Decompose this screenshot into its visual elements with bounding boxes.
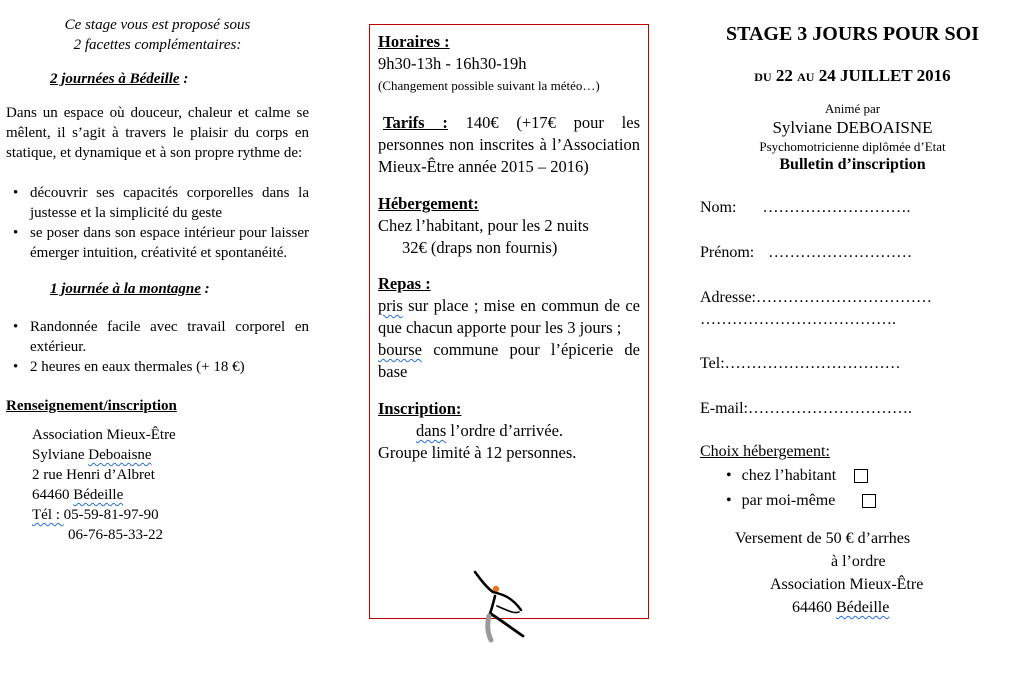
versement-line-2: à l’ordre bbox=[831, 553, 886, 570]
dates-start: 22 bbox=[771, 66, 798, 85]
contact-tel-label: Tél : bbox=[32, 507, 64, 523]
contact-street: 2 rue Henri d’Albret bbox=[32, 467, 155, 483]
section2-title: 1 journée à la montagne bbox=[50, 281, 201, 297]
middle-panel bbox=[369, 24, 649, 619]
contact-first-name: Sylviane bbox=[32, 447, 89, 463]
choix-options bbox=[726, 463, 1005, 513]
horaires-text: 9h30-13h - 16h30-19h bbox=[378, 54, 527, 73]
contact-phone-2: 06-76-85-33-22 bbox=[68, 527, 163, 543]
field-nom bbox=[700, 197, 1005, 219]
inscription-title: Inscription: bbox=[378, 399, 462, 418]
right-panel bbox=[700, 0, 1005, 619]
versement-line-4 bbox=[700, 596, 1005, 619]
contact-city bbox=[32, 485, 309, 505]
option-habitant bbox=[726, 463, 1005, 488]
inscription-word-dans: dans bbox=[416, 421, 447, 440]
versement-line-1: Versement de 50 € d’arrhes bbox=[735, 530, 911, 547]
section1-text: Dans un espace où douceur, chaleur et calme se mêlent, il s’agit à travers le plaisir du corps en statique, et dynamique et à son propre rythme de: bbox=[6, 105, 309, 161]
prenom-label: Prénom: bbox=[700, 244, 755, 261]
repas-line-1-text: sur place ; mise en commun de ce que chacun apporte pour les 3 jours ; bbox=[378, 296, 640, 337]
section1-heading bbox=[50, 69, 309, 89]
list-item: • se poser dans son espace intérieur pour laisser émerger intuition, créativité et spontanéité. bbox=[30, 223, 309, 263]
stage-title: STAGE 3 JOURS POUR SOI bbox=[725, 23, 979, 45]
repas-word-pris: pris bbox=[378, 296, 403, 315]
hebergement-line-2: 32€ (draps non fournis) bbox=[402, 238, 558, 257]
left-panel bbox=[6, 0, 309, 545]
contact-last-name: Deboaisne bbox=[88, 447, 152, 463]
anime-par: Animé par bbox=[824, 101, 881, 116]
list-item: • 2 heures en eaux thermales (+ 18 €) bbox=[30, 357, 309, 377]
repas-title: Repas : bbox=[378, 274, 431, 293]
option-habitant-checkbox[interactable] bbox=[854, 469, 868, 483]
contact-tel-1: 05-59-81-97-90 bbox=[63, 507, 159, 523]
intro-line-1: Ce stage vous est proposé sous bbox=[64, 17, 251, 33]
contact-org: Association Mieux-Être bbox=[32, 427, 176, 443]
option-moi-meme-checkbox[interactable] bbox=[862, 494, 876, 508]
animator-role: Psychomotricienne diplômée d’Etat bbox=[759, 139, 946, 154]
contact-address bbox=[32, 425, 309, 545]
versement-city: Bédeille bbox=[836, 599, 890, 616]
contact-postcode: 64460 bbox=[32, 487, 74, 503]
dates-au: AU bbox=[797, 70, 815, 84]
form-title: Bulletin d’inscription bbox=[779, 156, 926, 173]
prenom-dots[interactable]: ……………………… bbox=[768, 244, 913, 261]
intro-line-2: 2 facettes complémentaires: bbox=[73, 37, 242, 53]
section2-bullet-list bbox=[6, 317, 309, 377]
section2-colon: : bbox=[200, 281, 210, 297]
field-tel bbox=[700, 353, 1005, 375]
option-moi-meme-label: par moi-même bbox=[741, 492, 836, 509]
option-habitant-label: chez l’habitant bbox=[741, 467, 837, 484]
section2-heading bbox=[50, 279, 309, 299]
option-moi-meme bbox=[726, 488, 1005, 513]
email-dots[interactable]: …………………………. bbox=[747, 400, 912, 417]
versement-block bbox=[700, 527, 1005, 619]
contact-phone-1 bbox=[32, 505, 309, 525]
adresse-label: Adresse: bbox=[700, 289, 756, 306]
repas-line-1 bbox=[378, 295, 640, 339]
choix-title: Choix hébergement: bbox=[700, 443, 830, 460]
hebergement-line-1: Chez l’habitant, pour les 2 nuits bbox=[378, 216, 589, 235]
hebergement-title: Hébergement: bbox=[378, 194, 479, 213]
nom-label: Nom: bbox=[700, 199, 737, 216]
dates-end: 24 JUILLET 2016 bbox=[814, 66, 951, 85]
repas-line-2-text: commune pour l’épicerie de base bbox=[378, 340, 640, 381]
repas-line-2 bbox=[378, 339, 640, 383]
horaires-title: Horaires : bbox=[378, 32, 450, 51]
section1-colon: : bbox=[179, 71, 189, 87]
field-adresse bbox=[700, 287, 1005, 309]
dancer-figure-icon bbox=[467, 570, 527, 644]
adresse-dots-2[interactable]: ………………………………. bbox=[700, 311, 896, 328]
list-item: • découvrir ses capacités corporelles dans la justesse et la simplicité du geste bbox=[30, 183, 309, 223]
inscription-line-2: Groupe limité à 12 personnes. bbox=[378, 443, 577, 462]
tel-label: Tel: bbox=[700, 355, 725, 372]
field-email bbox=[700, 398, 1005, 420]
section1-title: 2 journées à Bédeille bbox=[50, 71, 180, 87]
repas-word-bourse: bourse bbox=[378, 340, 422, 359]
tel-dots[interactable]: …………………………… bbox=[724, 355, 901, 372]
inscription-line-1-text: l’ordre d’arrivée. bbox=[446, 421, 564, 440]
horaires-note: (Changement possible suivant la météo…) bbox=[378, 78, 600, 93]
animator-name: Sylviane DEBOAISNE bbox=[772, 118, 933, 137]
stage-dates bbox=[700, 65, 1005, 88]
tarifs-block bbox=[378, 112, 640, 178]
contact-name bbox=[32, 445, 309, 465]
field-prenom bbox=[700, 242, 1005, 264]
versement-line-3: Association Mieux-Être bbox=[770, 576, 924, 593]
email-label: E-mail: bbox=[700, 400, 748, 417]
list-item: • Randonnée facile avec travail corporel en extérieur. bbox=[30, 317, 309, 357]
section1-bullet-list bbox=[6, 183, 309, 263]
versement-postcode: 64460 bbox=[792, 599, 836, 616]
tarifs-text: 140€ (+17€ pour les personnes non inscrites à l’Association Mieux-Être année 2015 – 2016) bbox=[378, 113, 641, 176]
bullet: • bbox=[726, 467, 732, 484]
tarifs-title: Tarifs : bbox=[383, 113, 448, 132]
nom-dots[interactable]: ………………………. bbox=[762, 199, 911, 216]
adresse-dots-1[interactable]: …………………………… bbox=[755, 289, 932, 306]
inscription-line-1 bbox=[378, 420, 640, 442]
contact-title: Renseignement/inscription bbox=[6, 398, 177, 414]
dates-du: DU bbox=[754, 70, 772, 84]
intro bbox=[6, 15, 309, 55]
bullet: • bbox=[726, 492, 732, 509]
contact-city-name: Bédeille bbox=[73, 487, 124, 503]
